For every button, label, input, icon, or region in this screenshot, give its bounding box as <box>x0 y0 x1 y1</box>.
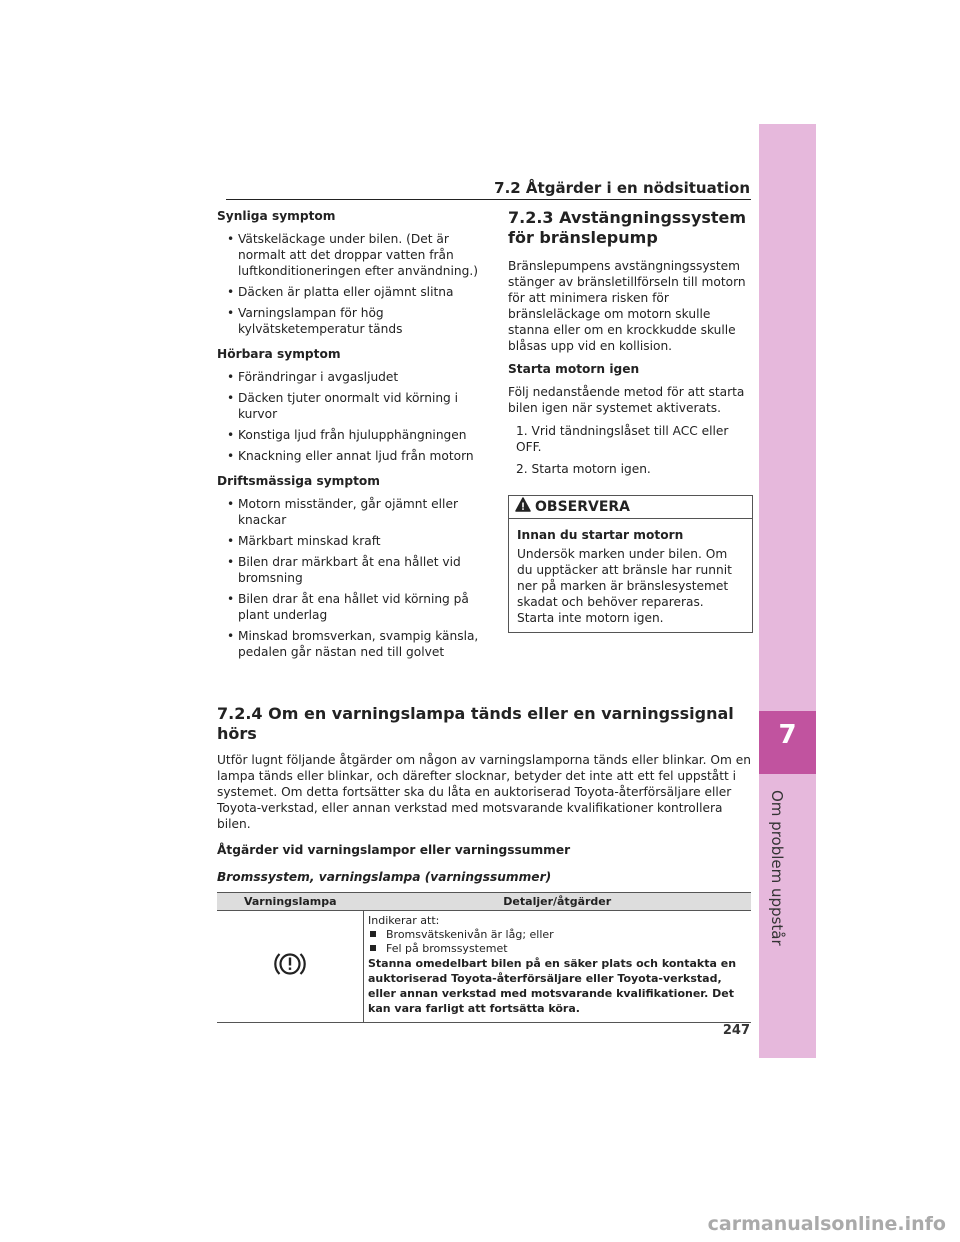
symptom-item: • Bilen drar märkbart åt ena hållet vid bromsning <box>217 554 479 586</box>
brake-warning-icon <box>273 969 307 982</box>
header-divider <box>226 199 751 200</box>
details-cell <box>364 911 752 1023</box>
caution-body <box>509 519 752 632</box>
symptom-item: • Knackning eller annat ljud från motorn <box>217 448 479 464</box>
warning-lamp-section <box>217 704 751 1023</box>
caution-label: OBSERVERA <box>535 499 631 515</box>
caution-text: Undersök marken under bilen. Om du upptäcker att bränsle har runnit ner på marken är bränslesystemet skadat och behöver repareras. Starta inte motorn igen. <box>517 547 732 625</box>
table-row <box>217 911 751 1023</box>
chapter-title: Om problem uppstår <box>768 790 786 946</box>
restart-steps <box>508 423 753 477</box>
caution-header <box>509 496 752 519</box>
actions-heading: Åtgärder vid varningslampor eller varningssummer <box>217 843 571 857</box>
table-caption: Bromssystem, varningslampa (varningssummer) <box>217 870 552 884</box>
symptom-item: • Däcken är platta eller ojämnt slitna <box>217 284 479 300</box>
section-724-intro: Utför lugnt följande åtgärder om någon av varningslamporna tänds eller blinkar. Om en lampa tänds eller blinkar, och därefter slocknar, betyder det inte att ett fel uppstått i systemet. Om detta fortsätter ska du låta en auktoriserad Toyota-återförsäljare eller Toyota-verkstad, eller annan verkstad med motsvarande kvalifikationer kontrollera bilen. <box>217 753 751 831</box>
symptom-item: • Förändringar i avgasljudet <box>217 369 479 385</box>
watermark: carmanualsonline.info <box>707 1213 946 1235</box>
page-number: 247 <box>722 1023 750 1038</box>
col-header-details: Detaljer/åtgärder <box>364 893 752 911</box>
table-header-row <box>217 893 751 911</box>
caution-box <box>508 495 753 633</box>
action-text: Stanna omedelbart bilen på en säker plats och kontakta en auktoriserad Toyota-återförsäljare eller Toyota-verkstad, eller annan verkstad med motsvarande kvalifikationer. Det kan vara farligt att fortsätta köra. <box>368 957 737 1015</box>
square-bullet-icon <box>370 931 376 937</box>
symptom-item: • Märkbart minskad kraft <box>217 533 479 549</box>
square-bullet-icon <box>370 945 376 951</box>
symptom-item: • Motorn misständer, går ojämnt eller knackar <box>217 496 479 528</box>
symptom-item: • Vätskeläckage under bilen. (Det är normalt att det droppar vatten från luftkonditioneringen efter användning.) <box>217 231 479 279</box>
symptom-item: • Varningslampan för hög kylvätsketemperatur tänds <box>217 305 479 337</box>
indicates-label: Indikerar att: <box>368 914 440 927</box>
symptom-group-heading: Driftsmässiga symptom <box>217 474 381 488</box>
symptom-item: • Konstiga ljud från hjulupphängningen <box>217 427 479 443</box>
symptom-list <box>217 231 479 337</box>
restart-step: 1. Vrid tändningslåset till ACC eller OFF. <box>516 424 729 454</box>
lamp-icon-cell <box>217 911 364 1023</box>
section-heading-723: 7.2.3 Avstängningssystem för bränslepump <box>508 208 747 247</box>
symptom-list <box>217 496 479 660</box>
caution-subheading: Innan du startar motorn <box>517 528 684 542</box>
symptom-list <box>217 369 479 464</box>
restart-text: Följ nedanstående metod för att starta bilen igen när systemet aktiverats. <box>508 385 745 415</box>
chapter-number: 7 <box>778 720 797 750</box>
col-header-lamp: Varningslampa <box>217 893 364 911</box>
restart-step: 2. Starta motorn igen. <box>516 462 651 476</box>
symptom-item: • Minskad bromsverkan, svampig känsla, pedalen går nästan ned till golvet <box>217 628 479 660</box>
symptom-item: • Bilen drar åt ena hållet vid körning på plant underlag <box>217 591 479 623</box>
restart-heading: Starta motorn igen <box>508 362 640 376</box>
detail-bullet: Fel på bromssystemet <box>368 942 747 956</box>
symptom-group-heading: Hörbara symptom <box>217 347 341 361</box>
page-header-title: 7.2 Åtgärder i en nödsituation <box>494 179 750 197</box>
caution-icon <box>515 497 531 517</box>
detail-bullet: Bromsvätskenivån är låg; eller <box>368 928 747 942</box>
fuel-pump-section <box>508 208 753 633</box>
section-heading-724: 7.2.4 Om en varningslampa tänds eller en varningssignal hörs <box>217 704 734 743</box>
symptoms-column <box>217 208 479 669</box>
section-intro: Bränslepumpens avstängningssystem stänger av bränsletillförseln till motorn för att minimera risken för bränsleläckage om motorn skulle stanna eller om en krockkudde skulle blåsas upp vid en kollision. <box>508 259 746 353</box>
warning-lamp-table <box>217 892 751 1023</box>
symptom-item: • Däcken tjuter onormalt vid körning i kurvor <box>217 390 479 422</box>
symptom-group-heading: Synliga symptom <box>217 209 336 223</box>
